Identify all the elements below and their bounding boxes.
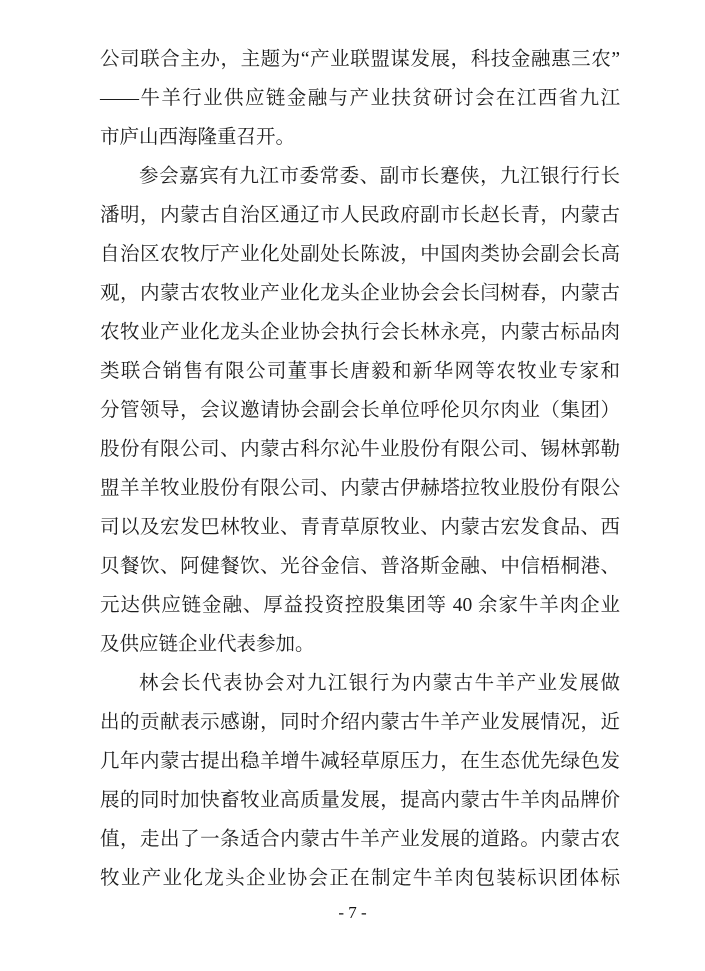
text-line: 司以及宏发巴林牧业、青青草原牧业、内蒙古宏发食品、西 [100, 517, 620, 538]
text-line: 贝餐饮、阿健餐饮、光谷金信、普洛斯金融、中信梧桐港、 [100, 556, 620, 577]
text-line: 潘明，内蒙古自治区通辽市人民政府副市长赵长青，内蒙古 [100, 205, 620, 226]
text-line: ——牛羊行业供应链金融与产业扶贫研讨会在江西省九江 [100, 88, 620, 109]
text-line: 类联合销售有限公司董事长唐毅和新华网等农牧业专家和 [100, 361, 620, 382]
text-line: 分管领导，会议邀请协会副会长单位呼伦贝尔肉业（集团） [100, 400, 620, 421]
text-line: 农牧业产业化龙头企业协会执行会长林永亮，内蒙古标品肉 [100, 322, 620, 343]
text-line: 值，走出了一条适合内蒙古牛羊产业发展的道路。内蒙古农 [100, 829, 620, 850]
text-line: 林会长代表协会对九江银行为内蒙古牛羊产业发展做 [139, 673, 620, 694]
text-line: 元达供应链金融、厚益投资控股集团等 40 余家牛羊肉企业 [100, 595, 620, 616]
text-line: 几年内蒙古提出稳羊增牛减轻草原压力，在生态优先绿色发 [100, 751, 620, 772]
page-number: - 7 - [338, 903, 367, 922]
text-line: 盟羊羊牧业股份有限公司、内蒙古伊赫塔拉牧业股份有限公 [100, 478, 620, 499]
text-line: 展的同时加快畜牧业高质量发展，提高内蒙古牛羊肉品牌价 [100, 790, 620, 811]
document-body [100, 40, 620, 898]
text-line: 市庐山西海隆重召开。 [100, 127, 296, 148]
text-line: 观，内蒙古农牧业产业化龙头企业协会会长闫树春，内蒙古 [100, 283, 620, 304]
text-line: 参会嘉宾有九江市委常委、副市长蹇侠，九江银行行长 [139, 166, 620, 187]
text-line: 牧业产业化龙头企业协会正在制定牛羊肉包装标识团体标 [100, 868, 620, 889]
text-line: 自治区农牧厅产业化处副处长陈波，中国肉类协会副会长高 [100, 244, 620, 265]
text-line: 及供应链企业代表参加。 [100, 634, 315, 655]
text-line: 股份有限公司、内蒙古科尔沁牛业股份有限公司、锡林郭勒 [100, 439, 620, 460]
text-line: 出的贡献表示感谢，同时介绍内蒙古牛羊产业发展情况，近 [100, 712, 620, 733]
text-line: 公司联合主办，主题为“产业联盟谋发展，科技金融惠三农” [100, 49, 620, 70]
